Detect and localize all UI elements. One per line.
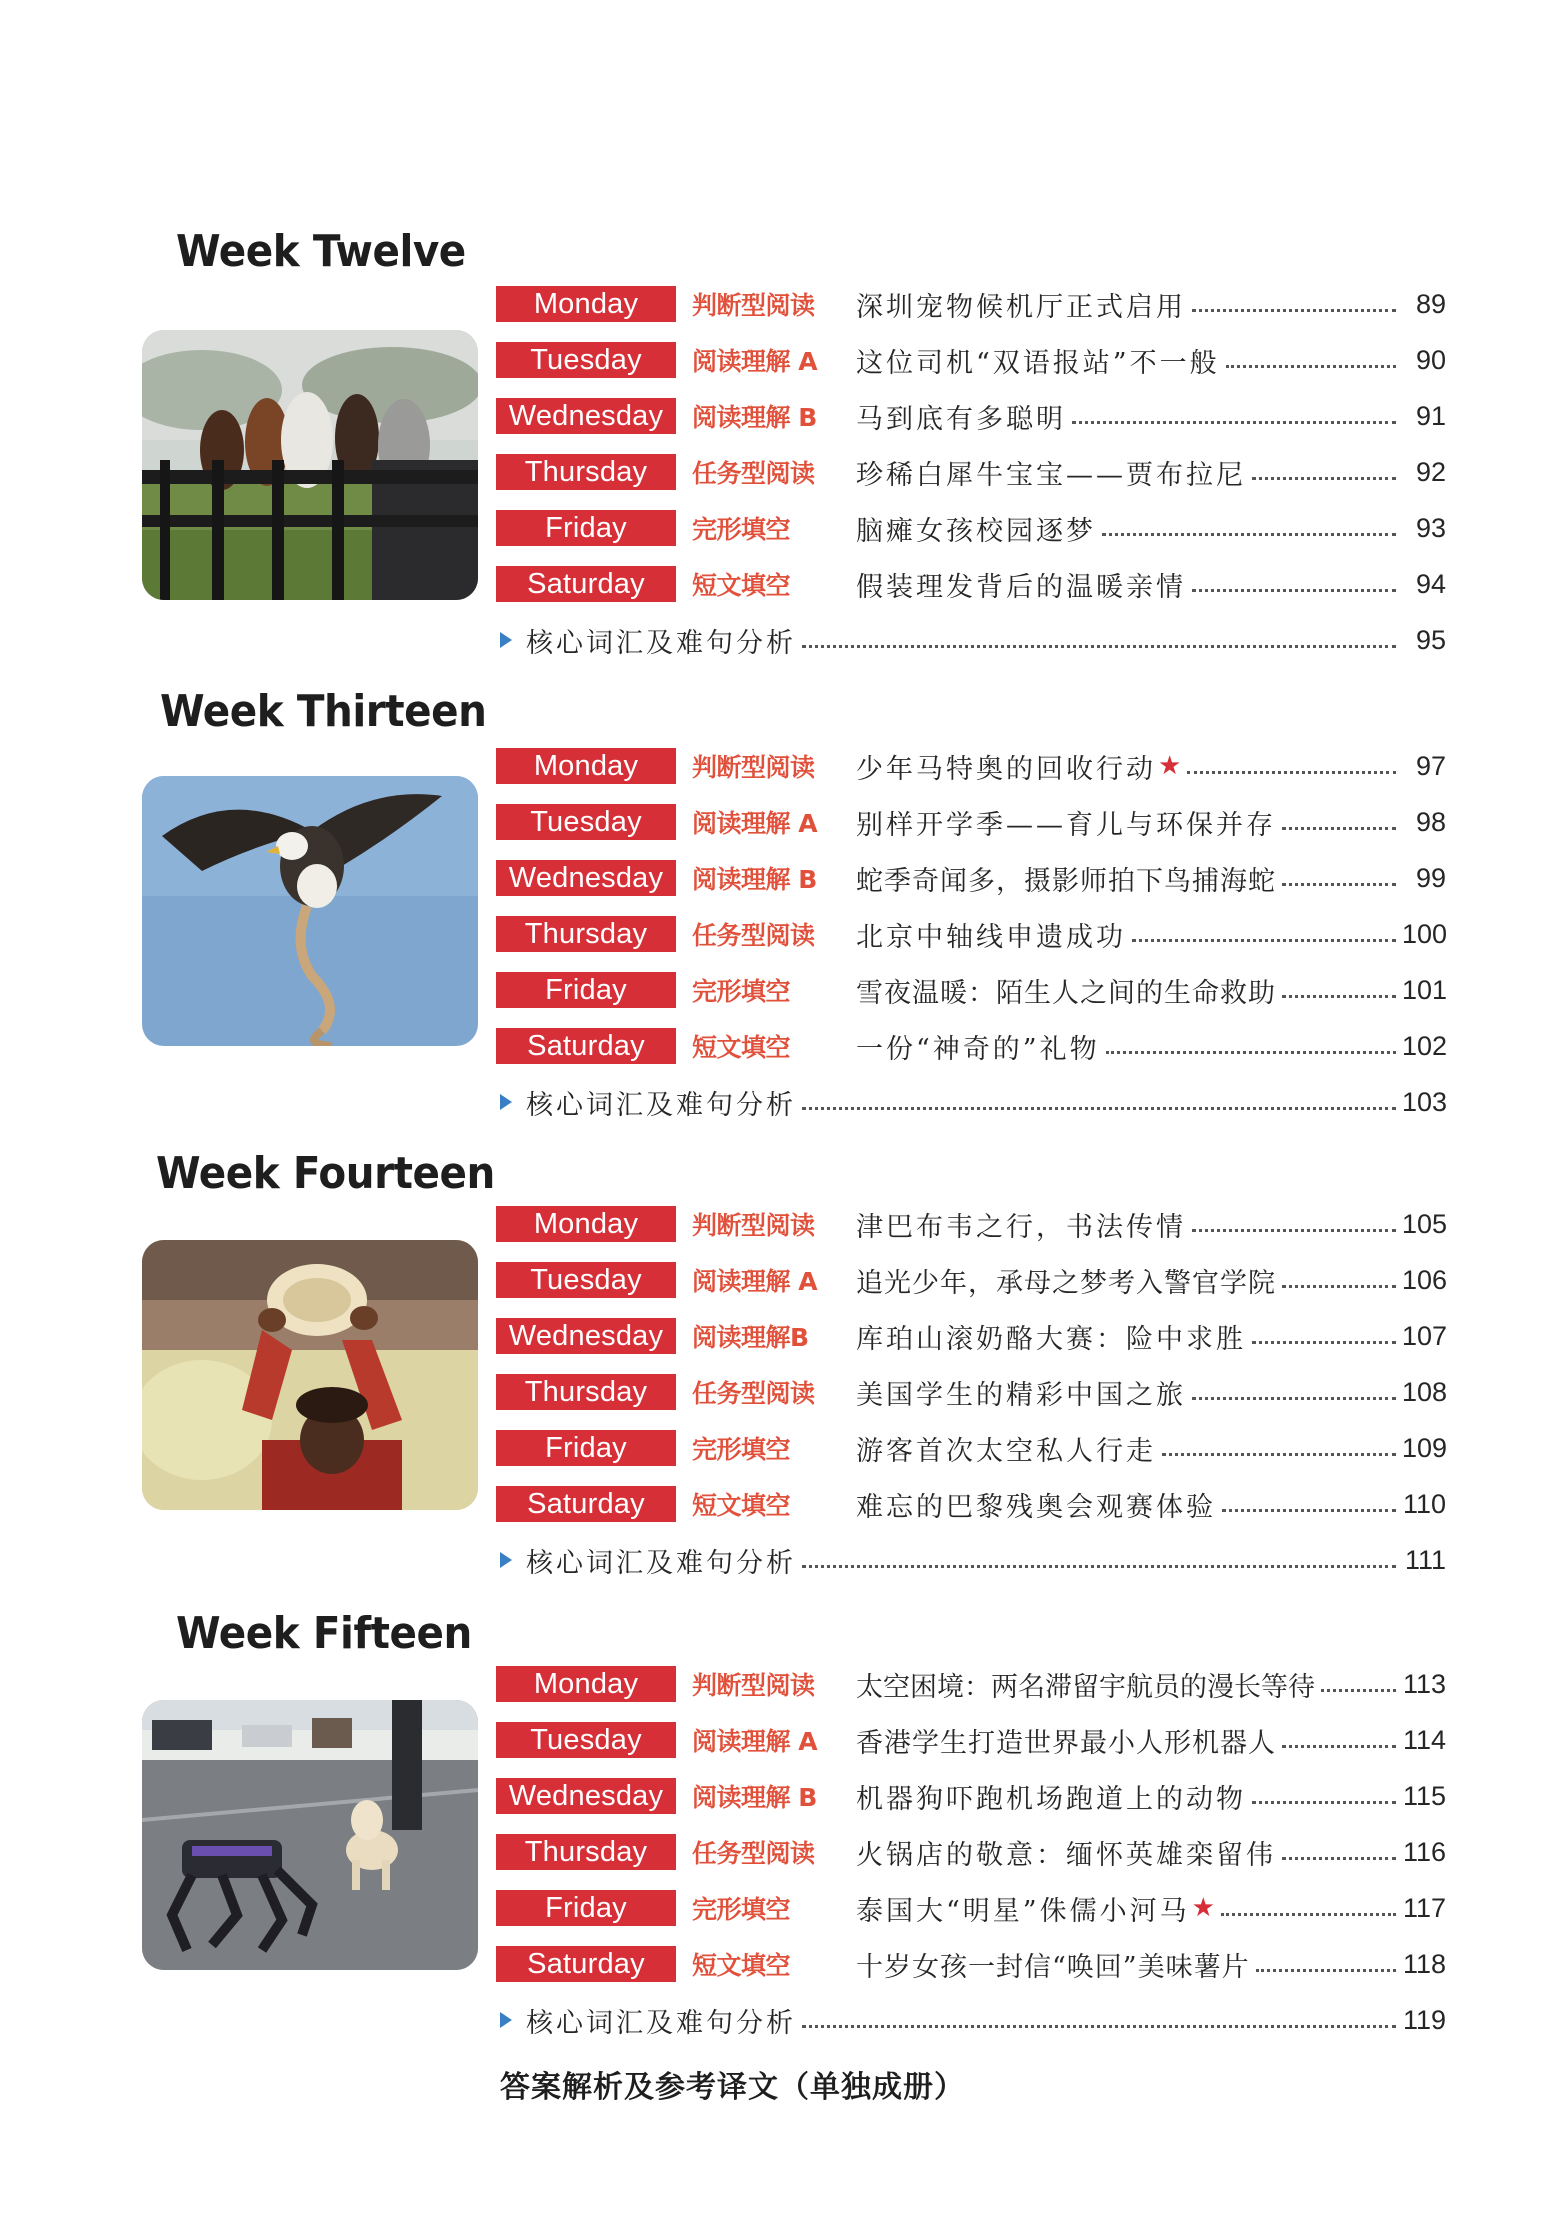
article-title: 十岁女孩一封信“唤回”美味薯片: [856, 1951, 1250, 1983]
page-number: 101: [1402, 974, 1448, 1005]
leader-dots: [1187, 771, 1396, 774]
day-badge: Thursday: [496, 1834, 676, 1870]
robot-dog-and-dog-photo: [142, 1700, 478, 1970]
reading-category: 短文填空: [692, 571, 791, 600]
toc-row[interactable]: [496, 858, 1446, 898]
article-title: 库珀山滚奶酪大赛：险中求胜: [856, 1323, 1246, 1355]
reading-category: 完形填空: [692, 1435, 791, 1464]
day-badge: Saturday: [496, 1028, 676, 1064]
leader-dots: [1162, 1453, 1396, 1456]
page-number: 116: [1402, 1836, 1446, 1867]
toc-row[interactable]: [496, 284, 1446, 324]
page-number: 113: [1402, 1668, 1446, 1699]
page-number: 99: [1415, 862, 1446, 893]
toc-row[interactable]: [496, 802, 1446, 842]
page-number: 98: [1415, 806, 1446, 837]
toc-row[interactable]: [496, 396, 1446, 436]
page-number: 111: [1404, 1544, 1446, 1575]
day-badge: Friday: [496, 510, 676, 546]
day-badge: Saturday: [496, 1946, 676, 1982]
leader-dots: [1282, 1285, 1396, 1288]
article-title: 雪夜温暖：陌生人之间的生命救助: [856, 977, 1276, 1009]
article-title: 火锅店的敬意：缅怀英雄栾留伟: [856, 1839, 1276, 1871]
leader-dots: [1226, 365, 1396, 368]
day-badge: Wednesday: [496, 1318, 676, 1354]
core-vocabulary-label: 核心词汇及难句分析: [526, 2007, 796, 2039]
leader-dots: [1321, 1689, 1396, 1692]
article-title: 游客首次太空私人行走: [856, 1435, 1156, 1467]
day-badge: Wednesday: [496, 860, 676, 896]
article-title: 脑瘫女孩校园逐梦: [856, 515, 1096, 547]
week-title: Week Thirteen: [160, 686, 487, 737]
reading-category: 任务型阅读: [692, 1839, 815, 1868]
toc-row[interactable]: [496, 1026, 1446, 1066]
triangle-bullet-icon: [500, 1552, 512, 1568]
page-number: 110: [1402, 1488, 1446, 1519]
toc-row[interactable]: [496, 452, 1446, 492]
leader-dots: [1252, 1341, 1396, 1344]
day-badge: Thursday: [496, 454, 676, 490]
triangle-bullet-icon: [500, 632, 512, 648]
leader-dots: [1282, 1857, 1396, 1860]
toc-row[interactable]: [496, 1888, 1446, 1928]
reading-category: 阅读理解B: [692, 1323, 809, 1352]
eagle-catching-snake-photo: [142, 776, 478, 1046]
toc-row[interactable]: [496, 970, 1446, 1010]
toc-row[interactable]: [496, 1260, 1446, 1300]
core-vocabulary-row[interactable]: [500, 620, 1446, 660]
article-title: 追光少年，承母之梦考入警官学院: [856, 1267, 1276, 1299]
day-badge: Friday: [496, 1890, 676, 1926]
reading-category: 判断型阅读: [692, 1671, 815, 1700]
week-title: Week Fifteen: [176, 1608, 472, 1659]
toc-row[interactable]: [496, 340, 1446, 380]
article-title: 机器狗吓跑机场跑道上的动物: [856, 1783, 1246, 1815]
reading-category: 阅读理解 B: [692, 403, 817, 432]
leader-dots: [802, 2025, 1396, 2028]
star-icon: ★: [1158, 751, 1182, 781]
toc-row[interactable]: [496, 1944, 1446, 1984]
leader-dots: [1252, 1801, 1396, 1804]
page-number: 105: [1402, 1208, 1448, 1239]
page-number: 103: [1402, 1086, 1448, 1117]
reading-category: 判断型阅读: [692, 291, 815, 320]
article-title: 太空困境：两名滞留宇航员的漫长等待: [856, 1671, 1315, 1703]
article-title: 一份“神奇的”礼物: [856, 1033, 1100, 1065]
toc-row[interactable]: [496, 1428, 1446, 1468]
toc-row[interactable]: [496, 746, 1446, 786]
leader-dots: [802, 1565, 1396, 1568]
leader-dots: [1192, 589, 1396, 592]
page-number: 106: [1402, 1264, 1448, 1295]
cheese-rolling-winner-photo: [142, 1240, 478, 1510]
leader-dots: [1252, 477, 1396, 480]
leader-dots: [1282, 827, 1396, 830]
core-vocabulary-row[interactable]: [500, 2000, 1446, 2040]
toc-row[interactable]: [496, 914, 1446, 954]
day-badge: Tuesday: [496, 804, 676, 840]
day-badge: Friday: [496, 972, 676, 1008]
page-number: 97: [1415, 750, 1446, 781]
reading-category: 判断型阅读: [692, 753, 815, 782]
page-number: 95: [1415, 624, 1446, 655]
article-title: 假装理发背后的温暖亲情: [856, 571, 1186, 603]
page-number: 118: [1402, 1948, 1446, 1979]
reading-category: 完形填空: [692, 977, 791, 1006]
reading-category: 任务型阅读: [692, 1379, 815, 1408]
toc-row[interactable]: [496, 1664, 1446, 1704]
day-badge: Monday: [496, 1666, 676, 1702]
article-title: 珍稀白犀牛宝宝——贾布拉尼: [856, 459, 1246, 491]
leader-dots: [802, 1107, 1396, 1110]
triangle-bullet-icon: [500, 1094, 512, 1110]
page-number: 90: [1415, 344, 1446, 375]
core-vocabulary-label: 核心词汇及难句分析: [526, 1089, 796, 1121]
article-title: 马到底有多聪明: [856, 403, 1066, 435]
reading-category: 短文填空: [692, 1033, 791, 1062]
toc-row[interactable]: [496, 1832, 1446, 1872]
day-badge: Thursday: [496, 916, 676, 952]
reading-category: 完形填空: [692, 1895, 791, 1924]
leader-dots: [1192, 1397, 1396, 1400]
leader-dots: [1106, 1051, 1396, 1054]
leader-dots: [1282, 883, 1396, 886]
reading-category: 短文填空: [692, 1951, 791, 1980]
week-title: Week Fourteen: [156, 1148, 495, 1199]
day-badge: Monday: [496, 1206, 676, 1242]
article-title: 少年马特奥的回收行动: [856, 753, 1156, 785]
toc-row[interactable]: [496, 1484, 1446, 1524]
core-vocabulary-row[interactable]: [500, 1082, 1446, 1122]
article-title: 香港学生打造世界最小人形机器人: [856, 1727, 1276, 1759]
page-number: 92: [1415, 456, 1446, 487]
reading-category: 阅读理解 B: [692, 1783, 817, 1812]
article-title: 美国学生的精彩中国之旅: [856, 1379, 1186, 1411]
reading-category: 阅读理解 A: [692, 809, 818, 838]
article-title: 泰国大“明星”侏儒小河马: [856, 1895, 1190, 1927]
day-badge: Thursday: [496, 1374, 676, 1410]
leader-dots: [1072, 421, 1396, 424]
day-badge: Saturday: [496, 1486, 676, 1522]
page-number: 89: [1415, 288, 1446, 319]
leader-dots: [1221, 1913, 1396, 1916]
article-title: 蛇季奇闻多，摄影师拍下鸟捕海蛇: [856, 865, 1276, 897]
toc-row[interactable]: [496, 1776, 1446, 1816]
leader-dots: [1256, 1969, 1396, 1972]
article-title: 别样开学季——育儿与环保并存: [856, 809, 1276, 841]
reading-category: 阅读理解 A: [692, 1267, 818, 1296]
day-badge: Wednesday: [496, 1778, 676, 1814]
page-number: 93: [1415, 512, 1446, 543]
page-number: 91: [1415, 400, 1446, 431]
page-number: 102: [1402, 1030, 1448, 1061]
leader-dots: [1282, 1745, 1396, 1748]
day-badge: Wednesday: [496, 398, 676, 434]
page-number: 117: [1402, 1892, 1446, 1923]
toc-row[interactable]: [496, 508, 1446, 548]
page-number: 115: [1402, 1780, 1446, 1811]
reading-category: 阅读理解 B: [692, 865, 817, 894]
page-number: 100: [1402, 918, 1448, 949]
leader-dots: [1192, 1229, 1396, 1232]
day-badge: Friday: [496, 1430, 676, 1466]
reading-category: 阅读理解 A: [692, 347, 818, 376]
core-vocabulary-label: 核心词汇及难句分析: [526, 627, 796, 659]
page-number: 94: [1415, 568, 1446, 599]
page-number: 109: [1402, 1432, 1448, 1463]
reading-category: 任务型阅读: [692, 459, 815, 488]
day-badge: Tuesday: [496, 1722, 676, 1758]
article-title: 津巴布韦之行，书法传情: [856, 1211, 1186, 1243]
reading-category: 完形填空: [692, 515, 791, 544]
article-title: 难忘的巴黎残奥会观赛体验: [856, 1491, 1216, 1523]
leader-dots: [1102, 533, 1396, 536]
page-number: 119: [1402, 2004, 1446, 2035]
article-title: 深圳宠物候机厅正式启用: [856, 291, 1186, 323]
reading-category: 判断型阅读: [692, 1211, 815, 1240]
toc-row[interactable]: [496, 1316, 1446, 1356]
leader-dots: [1282, 995, 1396, 998]
star-icon: ★: [1191, 1893, 1215, 1923]
leader-dots: [1192, 309, 1396, 312]
horses-at-fence-photo: [142, 330, 478, 600]
reading-category: 阅读理解 A: [692, 1727, 818, 1756]
leader-dots: [1132, 939, 1396, 942]
answer-key-note: 答案解析及参考译文（单独成册）: [500, 2070, 965, 2105]
reading-category: 任务型阅读: [692, 921, 815, 950]
toc-row[interactable]: [496, 564, 1446, 604]
triangle-bullet-icon: [500, 2012, 512, 2028]
toc-row[interactable]: [496, 1204, 1446, 1244]
day-badge: Tuesday: [496, 342, 676, 378]
day-badge: Tuesday: [496, 1262, 676, 1298]
day-badge: Monday: [496, 286, 676, 322]
toc-row[interactable]: [496, 1372, 1446, 1412]
article-title: 北京中轴线申遗成功: [856, 921, 1126, 953]
leader-dots: [802, 645, 1396, 648]
article-title: 这位司机“双语报站”不一般: [856, 347, 1220, 379]
core-vocabulary-row[interactable]: [500, 1540, 1446, 1580]
day-badge: Saturday: [496, 566, 676, 602]
page-number: 107: [1402, 1320, 1448, 1351]
leader-dots: [1222, 1509, 1396, 1512]
core-vocabulary-label: 核心词汇及难句分析: [526, 1547, 796, 1579]
week-title: Week Twelve: [176, 226, 466, 277]
toc-row[interactable]: [496, 1720, 1446, 1760]
day-badge: Monday: [496, 748, 676, 784]
page-number: 108: [1402, 1376, 1448, 1407]
page-number: 114: [1402, 1724, 1446, 1755]
reading-category: 短文填空: [692, 1491, 791, 1520]
